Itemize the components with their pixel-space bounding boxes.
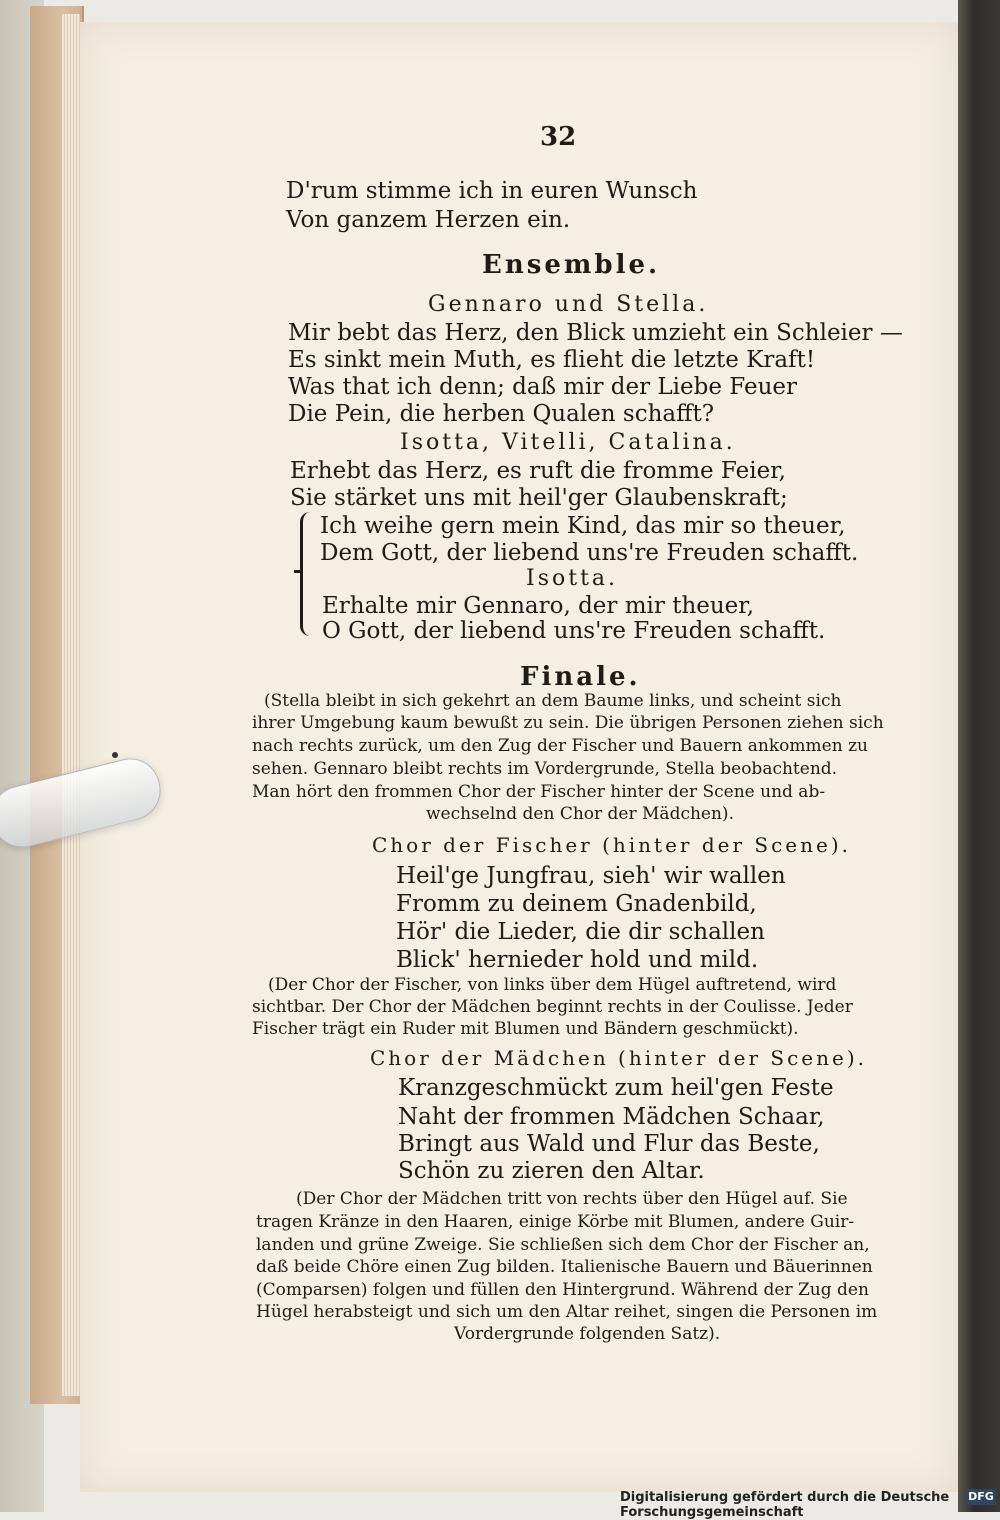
stage-direction-line: wechselnd den Chor der Mädchen). xyxy=(426,804,734,824)
ink-speck xyxy=(112,752,118,758)
speaker-label: Isotta, Vitelli, Catalina. xyxy=(400,430,736,455)
verse-line: D'rum stimme ich in euren Wunsch xyxy=(286,178,698,204)
speaker-label: Isotta. xyxy=(526,566,619,591)
stage-direction-line: Man hört den frommen Chor der Fischer hinter der Scene und ab- xyxy=(252,782,826,802)
verse-line: Fromm zu deinem Gnadenbild, xyxy=(396,891,757,917)
verse-line: Die Pein, die herben Qualen schafft? xyxy=(288,401,715,427)
stage-direction-line: ihrer Umgebung kaum bewußt zu sein. Die übrigen Personen ziehen sich xyxy=(252,713,884,733)
stage-direction-line: Hügel herabsteigt und sich um den Altar reihet, singen die Personen im xyxy=(256,1302,878,1322)
section-heading-ensemble: Ensemble. xyxy=(482,250,661,280)
stage-direction-line: (Comparsen) folgen und füllen den Hintergrund. Während der Zug den xyxy=(256,1280,869,1300)
page-number: 32 xyxy=(540,122,577,152)
stage-direction-line: Vordergrunde folgenden Satz). xyxy=(454,1324,721,1344)
verse-line: O Gott, der liebend uns're Freuden schafft. xyxy=(322,618,826,644)
speaker-label: Gennaro und Stella. xyxy=(428,292,709,317)
digitization-credit: Digitalisierung gefördert durch die Deutsche Forschungsgemeinschaft xyxy=(620,1490,950,1520)
speaker-label: Chor der Fischer (hinter der Scene). xyxy=(372,833,851,857)
verse-brace xyxy=(300,512,315,636)
verse-line: Schön zu zieren den Altar. xyxy=(398,1158,705,1184)
verse-line: Erhalte mir Gennaro, der mir theuer, xyxy=(322,593,755,619)
speaker-label: Chor der Mädchen (hinter der Scene). xyxy=(370,1046,867,1070)
verse-line: Bringt aus Wald und Flur das Beste, xyxy=(398,1131,820,1157)
verse-line: Naht der frommen Mädchen Schaar, xyxy=(398,1104,825,1130)
stage-direction-line: landen und grüne Zweige. Sie schließen sich dem Chor der Fischer an, xyxy=(256,1235,870,1255)
stage-direction-line: (Der Chor der Mädchen tritt von rechts über den Hügel auf. Sie xyxy=(296,1189,848,1209)
page-stack-edges xyxy=(62,14,80,1396)
verse-line: Es sinkt mein Muth, es flieht die letzte Kraft! xyxy=(288,347,816,373)
verse-line: Dem Gott, der liebend uns're Freuden schafft. xyxy=(320,540,859,566)
stage-direction-line: tragen Kränze in den Haaren, einige Körbe mit Blumen, andere Guir- xyxy=(256,1212,855,1232)
verse-line: Hör' die Lieder, die dir schallen xyxy=(396,919,765,945)
verse-line: Von ganzem Herzen ein. xyxy=(286,207,571,233)
verse-line: Mir bebt das Herz, den Blick umzieht ein Schleier — xyxy=(288,320,903,346)
verse-line: Erhebt das Herz, es ruft die fromme Feier, xyxy=(290,458,786,484)
dfg-logo: DFG xyxy=(966,1489,996,1505)
stage-direction-line: Fischer trägt ein Ruder mit Blumen und Bändern geschmückt). xyxy=(252,1019,799,1039)
verse-line: Was that ich denn; daß mir der Liebe Feuer xyxy=(288,374,798,400)
stage-direction-line: (Stella bleibt in sich gekehrt an dem Baume links, und scheint sich xyxy=(264,691,842,711)
stage-direction-line: (Der Chor der Fischer, von links über dem Hügel auftretend, wird xyxy=(268,975,837,995)
verse-line: Kranzgeschmückt zum heil'gen Feste xyxy=(398,1075,834,1101)
verse-line: Sie stärket uns mit heil'ger Glaubenskraft; xyxy=(290,485,788,511)
verse-line: Heil'ge Jungfrau, sieh' wir wallen xyxy=(396,863,786,889)
stage-direction-line: sehen. Gennaro bleibt rechts im Vordergrunde, Stella beobachtend. xyxy=(252,759,838,779)
verse-line: Blick' hernieder hold und mild. xyxy=(396,947,759,973)
section-heading-finale: Finale. xyxy=(520,662,641,692)
gutter-shadow xyxy=(958,0,1000,1512)
stage-direction-line: daß beide Chöre einen Zug bilden. Italienische Bauern und Bäuerinnen xyxy=(256,1257,873,1277)
stage-direction-line: sichtbar. Der Chor der Mädchen beginnt rechts in der Coulisse. Jeder xyxy=(252,997,853,1017)
verse-line: Ich weihe gern mein Kind, das mir so theuer, xyxy=(320,513,846,539)
stage-direction-line: nach rechts zurück, um den Zug der Fischer und Bauern ankommen zu xyxy=(252,736,868,756)
